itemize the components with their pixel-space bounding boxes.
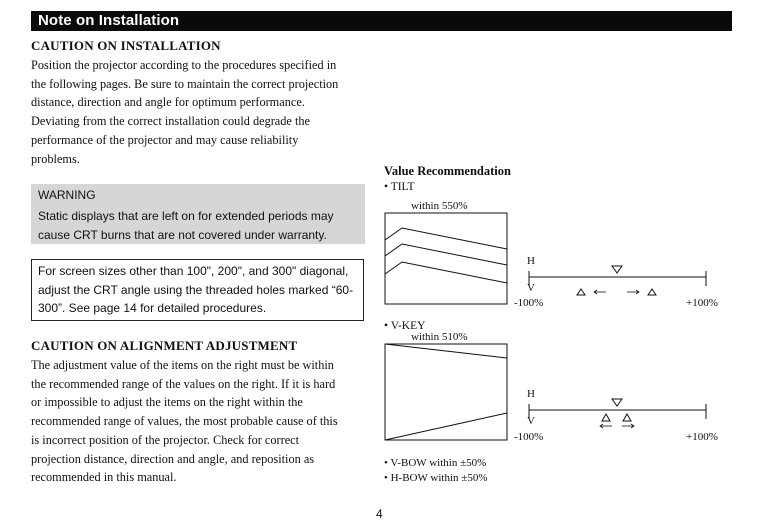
tilt-label: • TILT [384, 181, 415, 193]
tilt-v-label: V [527, 282, 535, 294]
vkey-left-percent: -100% [514, 431, 544, 443]
tilt-line-bottom [385, 262, 507, 283]
tilt-right-marker-icon [648, 289, 656, 295]
tilt-h-label: H [527, 255, 535, 267]
text-line: the recommended range of the values on the right. If it is hard [31, 376, 336, 391]
vkey-center-marker-icon [612, 399, 622, 406]
text-line: Static displays that are left on for extended periods may [38, 209, 334, 223]
text-line: The adjustment value of the items on the right must be within [31, 358, 334, 372]
vkey-label: • V-KEY [384, 320, 426, 332]
vkey-screen-frame [385, 344, 507, 440]
text-line: distance, direction and angle for optimum performance. [31, 95, 305, 110]
vkey-line-top [385, 344, 507, 358]
text-line: adjust the CRT angle using the threaded holes marked “60- [38, 282, 354, 297]
tilt-within: within 550% [411, 200, 468, 212]
text-line: recommended in this manual. [31, 470, 177, 485]
text-line: projection distance, direction and angle, and reposition as [31, 451, 315, 466]
text-line: Deviating from the correct installation could degrade the [31, 114, 310, 129]
vkey-line-bottom [385, 413, 507, 440]
text-line: recommended range of values, the most probable cause of this [31, 414, 338, 429]
text-line: For screen sizes other than 100", 200", and 300" diagonal, [38, 264, 349, 278]
hbow-value: • H-BOW within ±50% [384, 472, 488, 484]
tilt-right-percent: +100% [686, 297, 718, 309]
vbow-value: • V-BOW within ±50% [384, 457, 487, 469]
vkey-v-label: V [527, 415, 535, 427]
text-line: Position the projector according to the procedures specified in [31, 58, 337, 72]
tilt-left-marker-icon [577, 289, 585, 295]
tilt-screen-frame [385, 213, 507, 304]
vkey-within: within 510% [411, 331, 468, 343]
text-line: the following pages. Be sure to maintain the correct projection [31, 76, 339, 91]
value-recommendation-title: Value Recommendation [384, 164, 511, 178]
vkey-right-marker-icon [623, 414, 631, 421]
text-line: problems. [31, 151, 80, 166]
tilt-left-percent: -100% [514, 297, 544, 309]
text-line: is incorrect position of the projector. Check for correct [31, 432, 300, 447]
vkey-left-marker-icon [602, 414, 610, 421]
vkey-h-label: H [527, 388, 535, 400]
text-line: performance of the projector and may cause reliability [31, 132, 299, 147]
installation-heading: CAUTION ON INSTALLATION [31, 38, 221, 53]
page-number: 4 [376, 507, 383, 521]
tilt-center-marker-icon [612, 266, 622, 273]
section-title: Note on Installation [38, 12, 180, 29]
text-line: 300”. See page 14 for detailed procedures. [38, 301, 267, 315]
tilt-line-top [385, 228, 507, 249]
alignment-heading: CAUTION ON ALIGNMENT ADJUSTMENT [31, 338, 298, 353]
text-line: or impossible to adjust the items on the right within the [31, 395, 303, 410]
warning-title: WARNING [38, 188, 96, 202]
vkey-right-percent: +100% [686, 431, 718, 443]
text-line: cause CRT burns that are not covered under warranty. [38, 227, 327, 242]
